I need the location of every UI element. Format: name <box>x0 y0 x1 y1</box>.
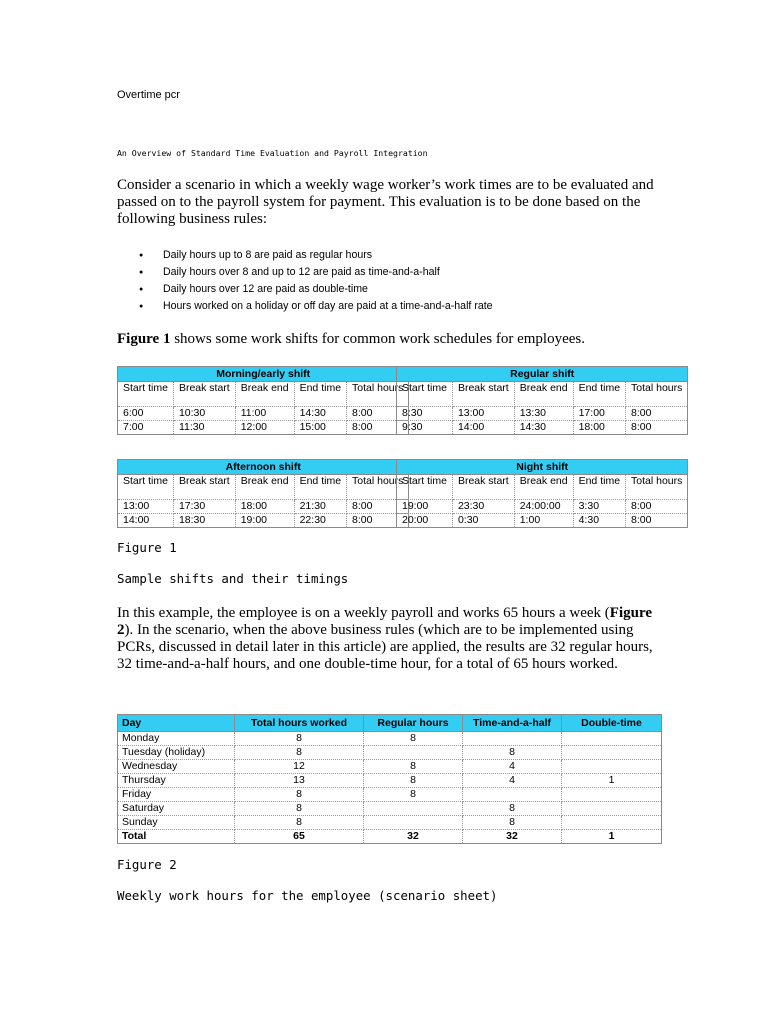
scenario-paragraph <box>117 605 657 673</box>
table-cell: 9:30 <box>397 421 453 435</box>
table-cell <box>562 816 662 830</box>
table-row <box>118 788 662 802</box>
col-header: Total hours worked <box>235 715 364 732</box>
table-cell: 12:00 <box>235 421 294 435</box>
table-cell: 13:00 <box>118 500 174 514</box>
col-header: Total hours <box>626 382 688 407</box>
col-header: Break start <box>173 475 235 500</box>
table-cell: 8 <box>235 802 364 816</box>
figure2-label: Figure 2 <box>117 857 177 872</box>
shift-table-night <box>396 459 688 528</box>
table-cell: 21:30 <box>294 500 346 514</box>
rule-item: ● Daily hours up to 8 are paid as regular hours <box>117 247 493 264</box>
table-cell: 23:30 <box>452 500 514 514</box>
table-cell: 1 <box>562 774 662 788</box>
table-cell: 15:00 <box>294 421 346 435</box>
col-header: Break start <box>452 475 514 500</box>
section-heading: An Overview of Standard Time Evaluation and Payroll Integration <box>117 148 428 158</box>
col-header: End time <box>294 382 346 407</box>
table-cell: 8 <box>364 774 463 788</box>
table-cell: Friday <box>118 788 235 802</box>
col-header: Break end <box>514 382 573 407</box>
table-cell: 8 <box>463 816 562 830</box>
table-cell: Total <box>118 830 235 844</box>
table-cell: 8 <box>364 732 463 746</box>
table-cell <box>364 746 463 760</box>
table-cell: 13:00 <box>452 407 514 421</box>
table-cell: 8:30 <box>397 407 453 421</box>
table-cell: Sunday <box>118 816 235 830</box>
business-rules-list <box>117 247 493 315</box>
table-cell <box>562 802 662 816</box>
table-cell: Thursday <box>118 774 235 788</box>
rule-item: ● Daily hours over 12 are paid as double-time <box>117 281 493 298</box>
table-cell <box>364 816 463 830</box>
table-cell: 13 <box>235 774 364 788</box>
table-cell: 8 <box>235 746 364 760</box>
table-cell: 8:00 <box>347 407 409 421</box>
col-header: Start time <box>118 475 174 500</box>
table-cell: 8:00 <box>626 514 688 528</box>
table-cell: 14:00 <box>452 421 514 435</box>
table-cell <box>562 746 662 760</box>
table-cell: 4:30 <box>573 514 625 528</box>
table-cell: 22:30 <box>294 514 346 528</box>
shift-table-morning <box>117 366 409 435</box>
scenario-text-a: In this example, the employee is on a weekly payroll and works 65 hours a week ( <box>117 605 610 621</box>
table-cell: 19:00 <box>235 514 294 528</box>
table-cell: Wednesday <box>118 760 235 774</box>
figure2-caption: Weekly work hours for the employee (scenario sheet) <box>117 888 498 903</box>
figure1-ref-text: shows some work shifts for common work schedules for employees. <box>170 331 585 347</box>
col-header: Break end <box>235 475 294 500</box>
col-header: End time <box>573 382 625 407</box>
table-cell: 24:00:00 <box>514 500 573 514</box>
table-cell: 8 <box>364 760 463 774</box>
table-cell: 8 <box>235 816 364 830</box>
col-header: Regular hours <box>364 715 463 732</box>
table-cell: 11:30 <box>173 421 235 435</box>
col-header: Double-time <box>562 715 662 732</box>
table-cell: Monday <box>118 732 235 746</box>
table-cell: 8 <box>463 746 562 760</box>
table-cell <box>562 788 662 802</box>
table-cell: 12 <box>235 760 364 774</box>
table-cell: 20:00 <box>397 514 453 528</box>
table-cell: 8:00 <box>347 514 409 528</box>
col-header: Break start <box>452 382 514 407</box>
table-cell <box>562 760 662 774</box>
shift-table-title: Afternoon shift <box>118 460 409 475</box>
figure1-caption: Sample shifts and their timings <box>117 571 349 586</box>
scenario-text-b: ). In the scenario, when the above business rules (which are to be implemented using PCRs, discussed in detail later in this article) are applied, the results are 32 regular hours, 32 time-and-a-half hours, and one double-time hour, for a total of 65 hours worked. <box>117 622 653 672</box>
col-header: Break start <box>173 382 235 407</box>
table-cell: 8 <box>364 788 463 802</box>
table-cell: 32 <box>364 830 463 844</box>
rule-item: ● Daily hours over 8 and up to 12 are paid as time-and-a-half <box>117 264 493 281</box>
col-header: Total hours <box>347 475 409 500</box>
table-cell: 0:30 <box>452 514 514 528</box>
table-row <box>118 732 662 746</box>
table-cell: 10:30 <box>173 407 235 421</box>
table-row <box>118 774 662 788</box>
shift-table-title: Morning/early shift <box>118 367 409 382</box>
col-header: End time <box>573 475 625 500</box>
table-cell: 65 <box>235 830 364 844</box>
table-cell: 4 <box>463 774 562 788</box>
table-cell: 19:00 <box>397 500 453 514</box>
table-cell: 8:00 <box>626 500 688 514</box>
shift-table-title: Regular shift <box>397 367 688 382</box>
col-header: Total hours <box>626 475 688 500</box>
col-header: Break end <box>514 475 573 500</box>
table-cell: 8:00 <box>347 500 409 514</box>
table-cell <box>463 732 562 746</box>
table-cell: 32 <box>463 830 562 844</box>
table-cell: 8 <box>235 732 364 746</box>
table-cell <box>463 788 562 802</box>
table-cell: 3:30 <box>573 500 625 514</box>
table-cell: Tuesday (holiday) <box>118 746 235 760</box>
weekly-hours-table <box>117 714 662 844</box>
table-cell: 14:00 <box>118 514 174 528</box>
rule-item: ● Hours worked on a holiday or off day are paid at a time-and-a-half rate <box>117 298 493 315</box>
table-cell: 13:30 <box>514 407 573 421</box>
col-header: Start time <box>397 475 453 500</box>
table-cell: 1 <box>562 830 662 844</box>
table-cell: 8 <box>235 788 364 802</box>
table-cell: 11:00 <box>235 407 294 421</box>
table-row <box>118 746 662 760</box>
table-cell <box>562 732 662 746</box>
table-cell <box>364 802 463 816</box>
col-header: Total hours <box>347 382 409 407</box>
table-cell: 17:30 <box>173 500 235 514</box>
table-cell: Saturday <box>118 802 235 816</box>
document-title: Overtime pcr <box>117 89 180 101</box>
table-row <box>118 816 662 830</box>
table-cell: 17:00 <box>573 407 625 421</box>
table-row <box>118 760 662 774</box>
intro-paragraph: Consider a scenario in which a weekly wage worker’s work times are to be evaluated and passed on to the payroll system for payment. This evaluation is to be done based on the following business rules: <box>117 177 654 227</box>
shift-table-title: Night shift <box>397 460 688 475</box>
table-cell: 8:00 <box>626 407 688 421</box>
table-cell: 8 <box>463 802 562 816</box>
table-row <box>118 802 662 816</box>
table-cell: 18:00 <box>235 500 294 514</box>
table-cell: 4 <box>463 760 562 774</box>
table-cell: 14:30 <box>294 407 346 421</box>
col-header: Time-and-a-half <box>463 715 562 732</box>
table-cell: 18:30 <box>173 514 235 528</box>
table-cell: 7:00 <box>118 421 174 435</box>
table-cell: 18:00 <box>573 421 625 435</box>
shift-table-regular <box>396 366 688 435</box>
total-row <box>118 830 662 844</box>
col-header: Break end <box>235 382 294 407</box>
col-header: Start time <box>118 382 174 407</box>
table-cell: 1:00 <box>514 514 573 528</box>
figure2-ref-bold: Figure 2 <box>117 605 652 638</box>
col-header: End time <box>294 475 346 500</box>
col-header: Start time <box>397 382 453 407</box>
table-cell: 8:00 <box>347 421 409 435</box>
table-cell: 14:30 <box>514 421 573 435</box>
figure1-label: Figure 1 <box>117 540 177 555</box>
table-cell: 6:00 <box>118 407 174 421</box>
col-header: Day <box>118 715 235 732</box>
shift-table-afternoon <box>117 459 409 528</box>
figure1-reference-paragraph <box>117 331 657 348</box>
figure1-ref-bold: Figure 1 <box>117 331 171 347</box>
table-cell: 8:00 <box>626 421 688 435</box>
